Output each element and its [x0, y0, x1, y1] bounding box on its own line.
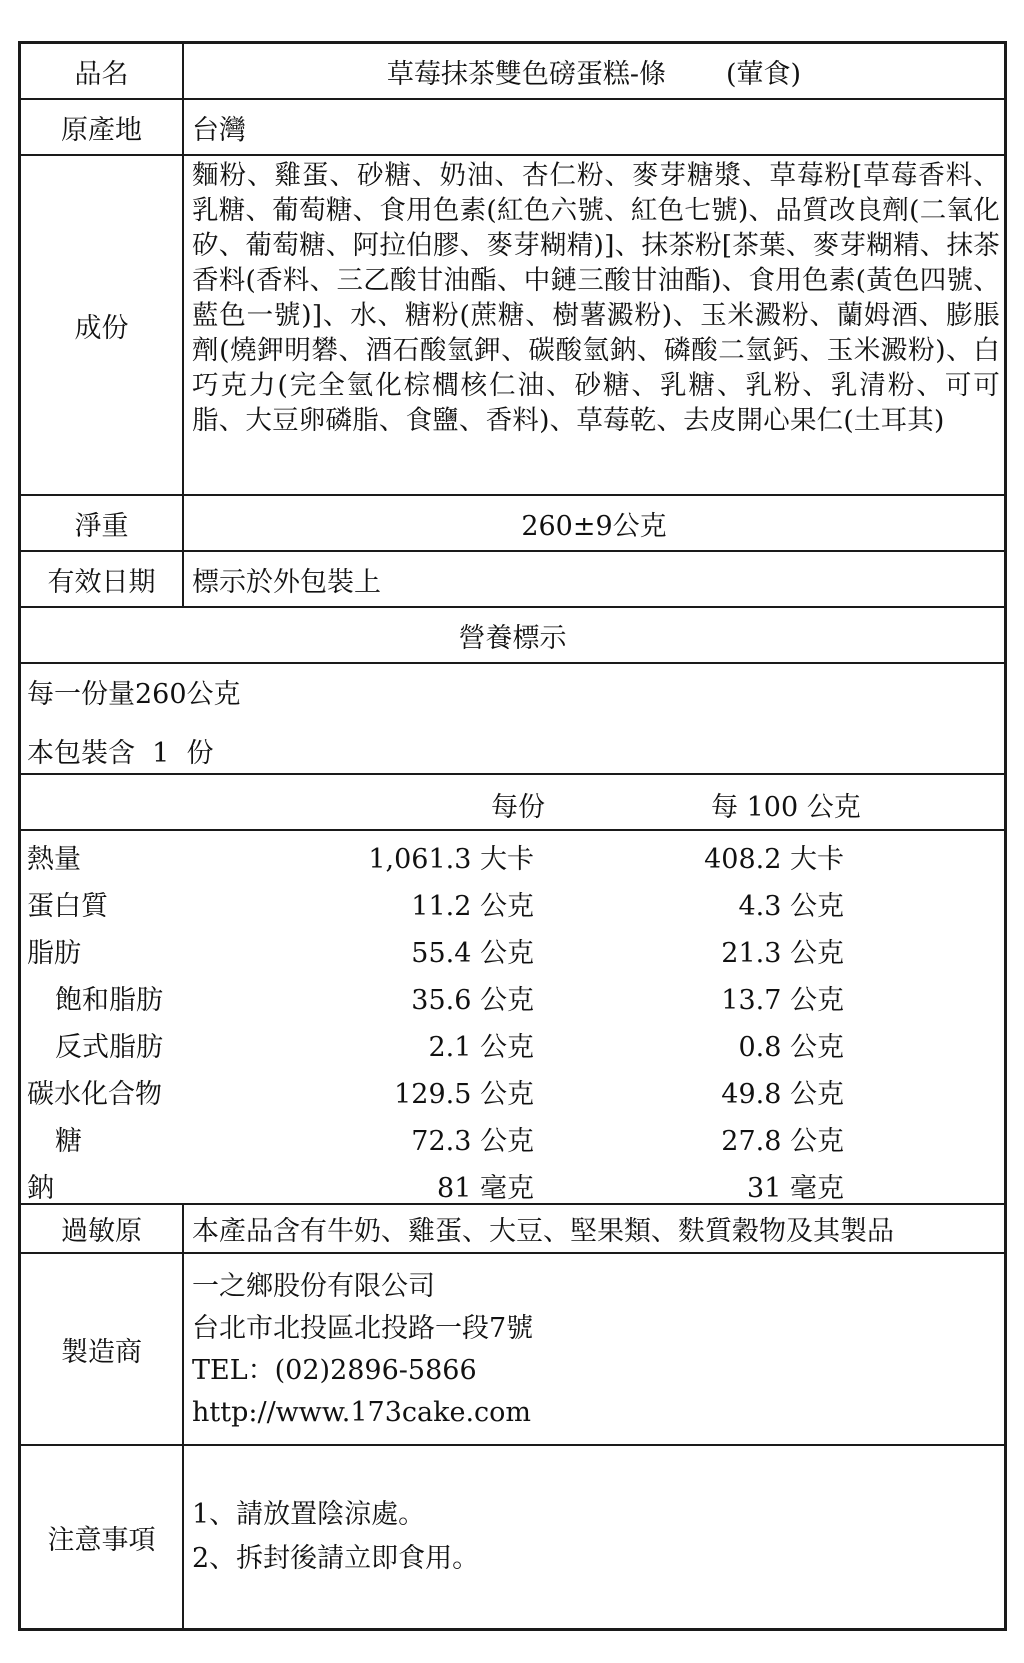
manufacturer-address: 台北市北投區北投路一段7號: [192, 1313, 534, 1344]
product-label-sheet: [18, 41, 1007, 1631]
nutrient-name: 碳水化合物: [27, 1079, 162, 1110]
nutrition-table-body: [21, 831, 1004, 1205]
net-weight-value: 260±9公克: [521, 510, 667, 542]
expiry-value: 標示於外包裝上: [192, 566, 381, 598]
ingredients-value: 麵粉、雞蛋、砂糖、奶油、杏仁粉、麥芽糖漿、草莓粉[草莓香料、乳糖、葡萄糖、食用色素(紅色六號、紅色七號)、品質改良劑(二氧化矽、葡萄糖、阿拉伯膠、麥芽糊精)]、抹茶粉[茶葉、麥芽糊精、抹茶香料(香料、三乙酸甘油酯、中鏈三酸甘油酯)、食用色素(黃色四號、藍色一號)]、水、糖粉(蔗糖、樹薯澱粉)、玉米澱粉、蘭姆酒、膨脹劑(燒鉀明礬、酒石酸氫鉀、碳酸氫鈉、磷酸二氫鈣、玉米澱粉)、白巧克力(完全氫化棕櫚核仁油、砂糖、乳糖、乳粉、乳清粉、可可脂、大豆卵磷脂、食鹽、香料)、草莓乾、去皮開心果仁(土耳其): [192, 160, 1000, 436]
nutrient-per-100g: 49.8 公克: [721, 1079, 844, 1110]
row-expiry: [21, 552, 1004, 608]
nutrition-row-fat: [21, 925, 1004, 973]
product-diet-tag: (葷食): [726, 58, 802, 90]
manufacturer-phone: TEL：(02)2896-5866: [192, 1355, 477, 1386]
net-weight-label: 淨重: [21, 496, 184, 550]
nutrition-row-trans-fat: [21, 1019, 1004, 1067]
allergens-label: 過敏原: [21, 1205, 184, 1252]
manufacturer-cell: [184, 1254, 1004, 1444]
nutrition-row-carbohydrate: [21, 1066, 1004, 1114]
row-nutrition-columns: [21, 775, 1004, 831]
product-name-cell: [184, 44, 1004, 98]
product-name-label: 品名: [21, 44, 184, 98]
nutrient-per-100g: 13.7 公克: [721, 985, 844, 1016]
nutrition-title: 營養標示: [458, 622, 567, 654]
column-per-serving: 每份: [491, 792, 545, 823]
nutrient-per-serving: 35.6 公克: [411, 985, 534, 1016]
nutrient-per-serving: 1,061.3 大卡: [368, 844, 534, 875]
nutrient-per-100g: 27.8 公克: [721, 1126, 844, 1157]
nutrient-per-100g: 408.2 大卡: [704, 844, 844, 875]
serving-size: 每一份量260公克: [27, 679, 241, 710]
row-allergens: [21, 1205, 1004, 1254]
nutrient-per-serving: 72.3 公克: [411, 1126, 534, 1157]
product-name-value: 草莓抹茶雙色磅蛋糕-條: [386, 58, 667, 90]
nutrient-per-100g: 0.8 公克: [738, 1032, 844, 1063]
row-notes: [21, 1446, 1004, 1628]
manufacturer-company: 一之鄉股份有限公司: [192, 1271, 435, 1302]
nutrient-per-serving: 81 毫克: [437, 1173, 534, 1204]
nutrient-per-100g: 4.3 公克: [738, 891, 844, 922]
note-item: 1、請放置陰涼處。: [192, 1499, 426, 1530]
row-origin: [21, 100, 1004, 156]
nutrient-name: 蛋白質: [27, 891, 108, 922]
origin-value: 台灣: [192, 114, 246, 146]
nutrient-name: 脂肪: [27, 938, 81, 969]
allergens-value: 本產品含有牛奶、雞蛋、大豆、堅果類、麩質穀物及其製品: [192, 1216, 894, 1247]
ingredients-label: 成份: [21, 156, 184, 494]
nutrient-name: 熱量: [27, 844, 81, 875]
servings-per-package: 本包裝含 1 份: [27, 738, 214, 769]
nutrition-row-protein: [21, 878, 1004, 926]
note-item: 2、拆封後請立即食用。: [192, 1543, 480, 1574]
manufacturer-website: http://www.173cake.com: [192, 1397, 532, 1428]
nutrition-row-energy: [21, 831, 1004, 879]
nutrient-per-serving: 55.4 公克: [411, 938, 534, 969]
notes-label: 注意事項: [21, 1446, 184, 1628]
nutrition-row-saturated-fat: [21, 972, 1004, 1020]
nutrient-per-serving: 129.5 公克: [394, 1079, 534, 1110]
nutrient-name: 飽和脂肪: [55, 985, 163, 1016]
row-nutrition-title: [21, 608, 1004, 664]
nutrition-row-sodium: [21, 1160, 1004, 1208]
row-serving-info: [21, 664, 1004, 775]
origin-label: 原產地: [21, 100, 184, 154]
row-net-weight: [21, 496, 1004, 552]
nutrient-per-100g: 21.3 公克: [721, 938, 844, 969]
nutrient-name: 鈉: [27, 1173, 54, 1204]
row-ingredients: [21, 156, 1004, 496]
row-manufacturer: [21, 1254, 1004, 1446]
notes-cell: [184, 1446, 1004, 1628]
ingredients-cell: [184, 156, 1004, 494]
nutrient-per-100g: 31 毫克: [747, 1173, 844, 1204]
nutrition-row-sugar: [21, 1113, 1004, 1161]
nutrient-name: 糖: [55, 1126, 82, 1157]
nutrient-per-serving: 2.1 公克: [428, 1032, 534, 1063]
row-product-name: [21, 44, 1004, 100]
manufacturer-label: 製造商: [21, 1254, 184, 1444]
column-per-100g: 每 100 公克: [711, 792, 861, 823]
nutrient-name: 反式脂肪: [55, 1032, 163, 1063]
expiry-label: 有效日期: [21, 552, 184, 606]
nutrient-per-serving: 11.2 公克: [411, 891, 534, 922]
